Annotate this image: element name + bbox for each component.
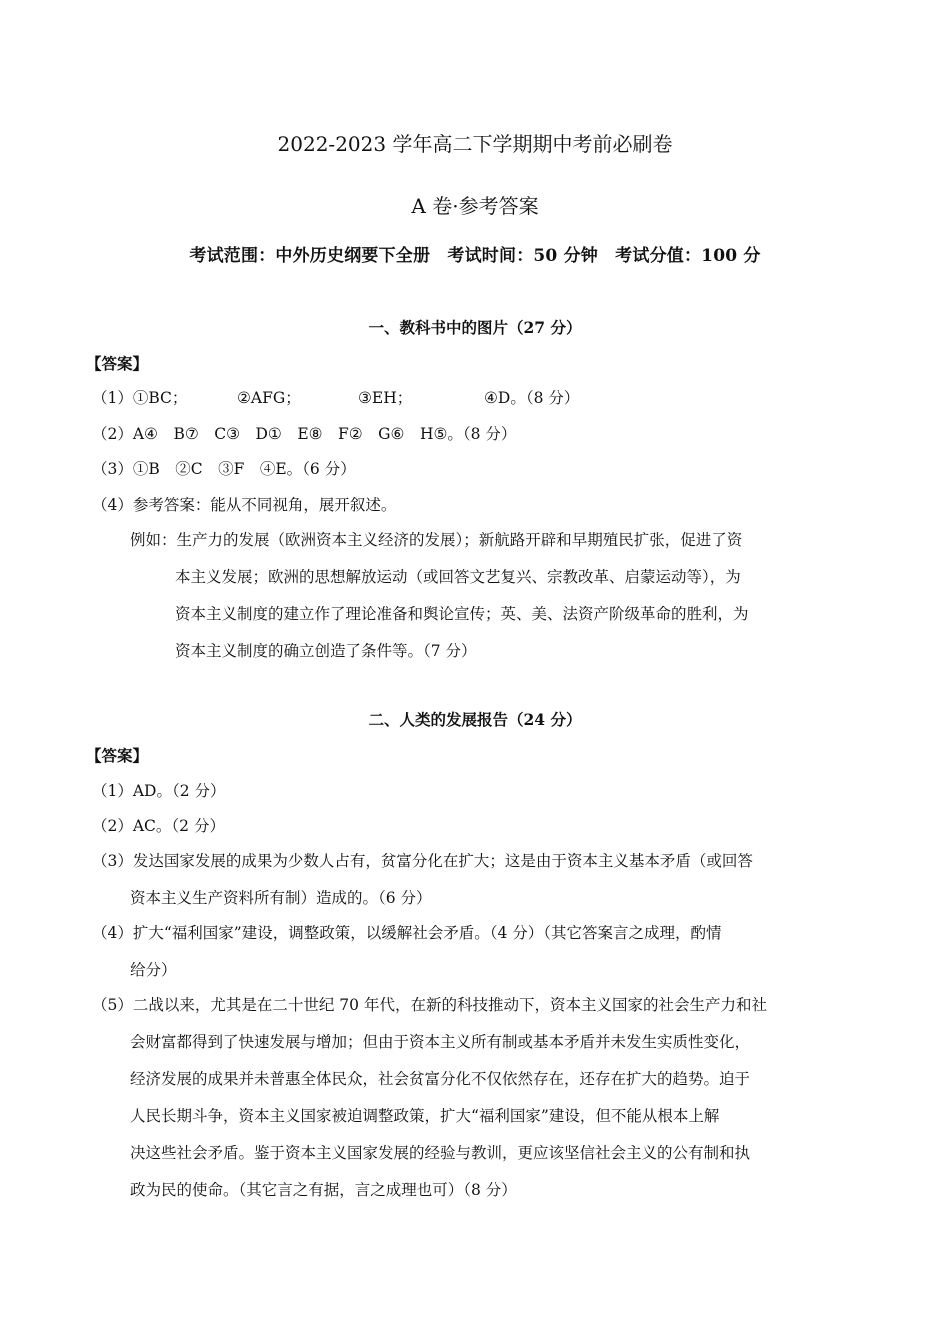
- s2-q3-line: 资本主义生产资料所有制）造成的。（6 分）: [130, 889, 432, 907]
- s1-q4-example-line: 资本主义制度的确立创造了条件等。（7 分）: [175, 642, 477, 660]
- section2-heading: 二、人类的发展报告（24 分）: [368, 710, 582, 729]
- s1-q4-line1: （4）参考答案：能从不同视角，展开叙述。: [92, 496, 397, 514]
- s2-q4-line: 给分）: [130, 961, 177, 979]
- s1-q4-example-line: 本主义发展；欧洲的思想解放运动（或回答文艺复兴、宗教改革、启蒙运动等），为: [175, 568, 741, 586]
- s1-q4-example-line: 例如：生产力的发展（欧洲资本主义经济的发展）；新航路开辟和早期殖民扩张，促进了资: [130, 531, 743, 549]
- document-title: 2022-2023 学年高二下学期期中考前必刷卷: [277, 132, 673, 156]
- document-subtitle: A 卷·参考答案: [411, 194, 539, 218]
- s1-q1-part-2: ②AFG；: [237, 389, 301, 407]
- section2-answer-label: 【答案】: [86, 746, 149, 765]
- s2-q1: （1）AD。（2 分）: [92, 782, 226, 800]
- s2-q5-line: 政为民的使命。（其它言之有据，言之成理也可）（8 分）: [130, 1181, 517, 1199]
- s1-q1-num: （1）: [92, 389, 133, 407]
- s1-q1-part-3: ③EH；: [358, 389, 413, 407]
- section1-answer-label: 【答案】: [86, 354, 149, 373]
- s1-q2: （2）A④ B⑦ C③ D① E⑧ F② G⑥ H⑤。（8 分）: [92, 425, 517, 443]
- s2-q5-line: 人民长期斗争，资本主义国家被迫调整政策，扩大“福利国家”建设，但不能从根本上解: [130, 1107, 720, 1125]
- s1-q1: [92, 386, 187, 408]
- section1-heading: 一、教科书中的图片（27 分）: [368, 318, 582, 337]
- s1-q1-part-4: ④D。（8 分）: [484, 389, 580, 407]
- s1-q3: （3）①B ②C ③F ④E。（6 分）: [92, 460, 356, 478]
- exam-info: 考试范围：中外历史纲要下全册 考试时间：50 分钟 考试分值：100 分: [189, 246, 761, 266]
- s2-q5-line: 决这些社会矛盾。鉴于资本主义国家发展的经验与教训，更应该坚信社会主义的公有制和执: [130, 1144, 751, 1162]
- s2-q5-line: （5）二战以来，尤其是在二十世纪 70 年代，在新的科技推动下，资本主义国家的社会生产力和社: [92, 996, 767, 1014]
- s2-q2: （2）AC。（2 分）: [92, 817, 225, 835]
- s2-q3-line: （3）发达国家发展的成果为少数人占有，贫富分化在扩大；这是由于资本主义基本矛盾（或回答: [92, 852, 753, 870]
- s1-q4-example-line: 资本主义制度的建立作了理论准备和舆论宣传；英、美、法资产阶级革命的胜利，为: [175, 605, 749, 623]
- s2-q5-line: 会财富都得到了快速发展与增加；但由于资本主义所有制或基本矛盾并未发生实质性变化，: [130, 1033, 751, 1051]
- s1-q1-part-1: ①BC；: [132, 389, 188, 407]
- s2-q4-line: （4）扩大“福利国家”建设，调整政策，以缓解社会矛盾。（4 分）（其它答案言之成理，酌情: [92, 924, 722, 942]
- s2-q5-line: 经济发展的成果并未普惠全体民众，社会贫富分化不仅依然存在，还存在扩大的趋势。迫于: [130, 1070, 751, 1088]
